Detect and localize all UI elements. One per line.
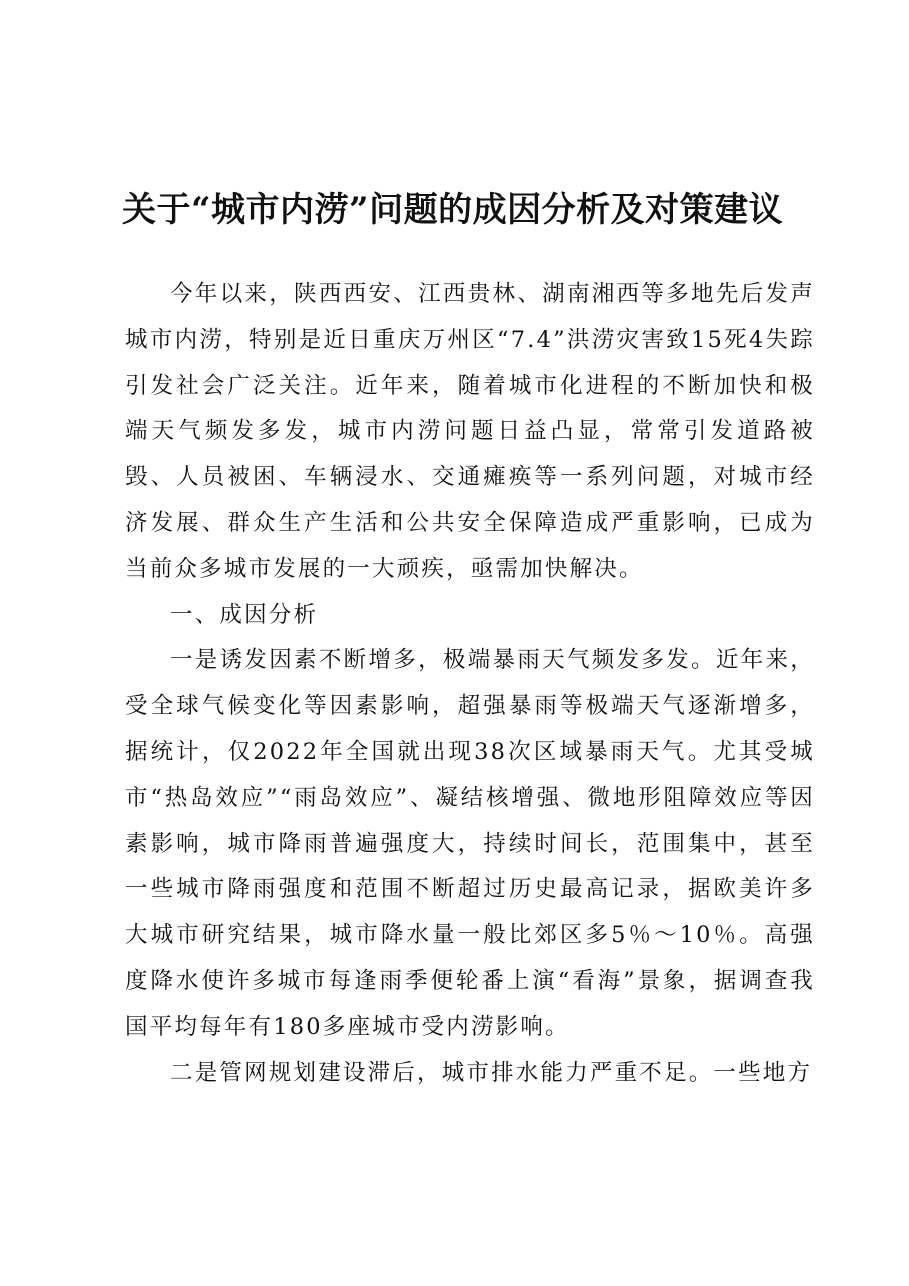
document-body: [125, 272, 815, 1096]
document-title: 关于“城市内涝”问题的成因分析及对策建议: [122, 190, 784, 230]
paragraph-cause-two: 二是管网规划建设滞后，城市排水能力严重不足。一些地方: [170, 1059, 813, 1086]
paragraph-cause-one: 一是诱发因素不断增多，极端暴雨天气频发多发。近年来，受全球气候变化等因素影响，超强暴雨等极端天气逐渐增多，据统计，仅2022年全国就出现38次区域暴雨天气。尤其受城市“热岛效应”“雨岛效应”、凝结核增强、微地形阻障效应等因素影响，城市降雨普遍强度大，持续时间长，范围集中，甚至一些城市降雨强度和范围不断超过历史最高记录，据欧美许多大城市研究结果，城市降水量一般比郊区多5％～10％。高强度降水使许多城市每逢雨季便轮番上演“看海”景象，据调查我国平均每年有180多座城市受内涝影响。: [125, 647, 815, 1040]
paragraph-intro: 今年以来，陕西西安、江西贵林、湖南湘西等多地先后发声城市内涝，特别是近日重庆万州区“7.4”洪涝灾害致15死4失踪引发社会广泛关注。近年来，随着城市化进程的不断加快和极端天气频发多发，城市内涝问题日益凸显，常常引发道路被毁、人员被困、车辆浸水、交通瘫痪等一系列问题，对城市经济发展、群众生产生活和公共安全保障造成严重影响，已成为当前众多城市发展的一大顽疾，亟需加快解决。: [125, 281, 815, 582]
section-heading-cause-analysis: 一、成因分析: [170, 601, 319, 628]
